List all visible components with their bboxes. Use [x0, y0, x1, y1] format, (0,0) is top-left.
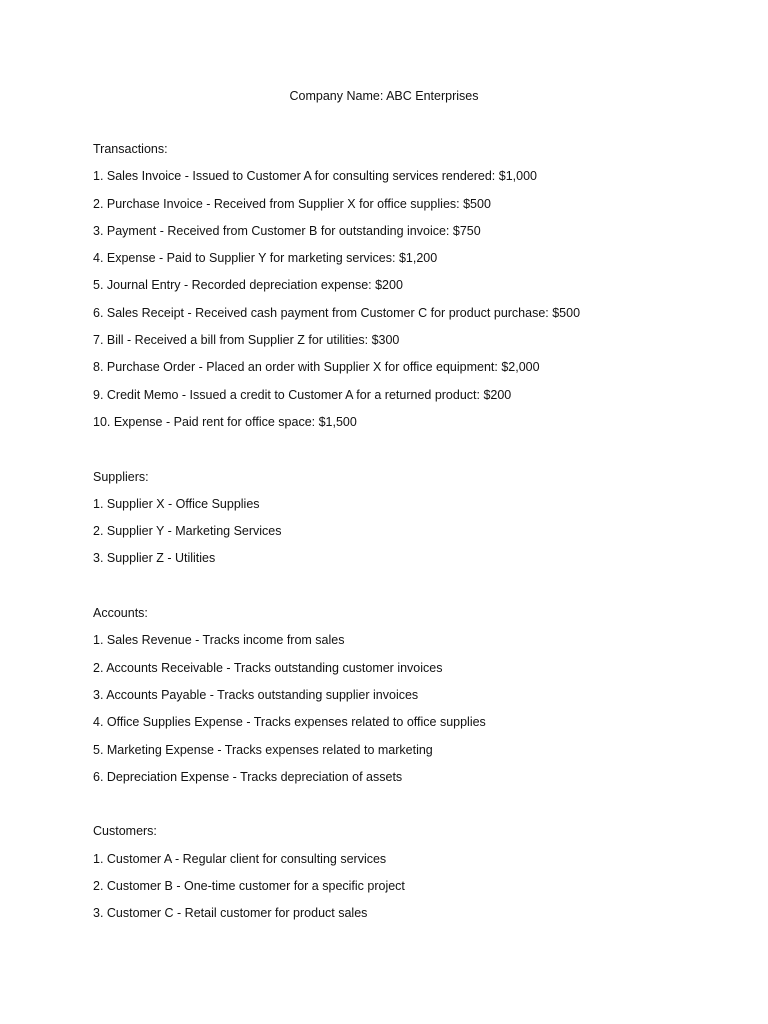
- transactions-list: [93, 167, 733, 440]
- transaction-item: 6. Sales Receipt - Received cash payment from Customer C for product purchase: $500: [93, 305, 581, 320]
- suppliers-list: [93, 495, 733, 577]
- transactions-section: [93, 140, 733, 440]
- transaction-item: 10. Expense - Paid rent for office space: $1,500: [93, 414, 357, 429]
- transaction-item: 8. Purchase Order - Placed an order with Supplier X for office equipment: $2,000: [93, 360, 540, 375]
- suppliers-heading: Suppliers:: [93, 469, 149, 484]
- account-item: 1. Sales Revenue - Tracks income from sales: [93, 633, 345, 648]
- section-spacer: [93, 577, 733, 604]
- transaction-item: 3. Payment - Received from Customer B for outstanding invoice: $750: [93, 223, 481, 238]
- accounts-list: [93, 631, 733, 795]
- suppliers-section: [93, 468, 733, 577]
- customer-item: 1. Customer A - Regular client for consulting services: [93, 851, 387, 866]
- supplier-item: 2. Supplier Y - Marketing Services: [93, 524, 282, 539]
- accounts-heading: Accounts:: [93, 606, 148, 621]
- customer-item: 2. Customer B - One-time customer for a specific project: [93, 879, 405, 894]
- transaction-item: 7. Bill - Received a bill from Supplier Z for utilities: $300: [93, 333, 400, 348]
- transaction-item: 1. Sales Invoice - Issued to Customer A for consulting services rendered: $1,000: [93, 169, 537, 184]
- supplier-item: 3. Supplier Z - Utilities: [93, 551, 216, 566]
- supplier-item: 1. Supplier X - Office Supplies: [93, 496, 260, 511]
- account-item: 5. Marketing Expense - Tracks expenses related to marketing: [93, 742, 433, 757]
- transaction-item: 4. Expense - Paid to Supplier Y for marketing services: $1,200: [93, 251, 438, 266]
- transactions-heading: Transactions:: [93, 142, 168, 156]
- account-item: 3. Accounts Payable - Tracks outstanding supplier invoices: [93, 687, 419, 702]
- document-body: [93, 140, 733, 932]
- customers-section: [93, 822, 733, 931]
- section-spacer: [93, 440, 733, 467]
- account-item: 6. Depreciation Expense - Tracks depreciation of assets: [93, 769, 403, 784]
- customer-item: 3. Customer C - Retail customer for product sales: [93, 906, 368, 921]
- account-item: 4. Office Supplies Expense - Tracks expenses related to office supplies: [93, 715, 486, 730]
- transaction-item: 5. Journal Entry - Recorded depreciation expense: $200: [93, 278, 403, 293]
- transaction-item: 9. Credit Memo - Issued a credit to Customer A for a returned product: $200: [93, 387, 512, 402]
- section-spacer: [93, 795, 733, 822]
- customers-heading: Customers:: [93, 824, 157, 839]
- customers-list: [93, 850, 733, 932]
- accounts-section: [93, 604, 733, 795]
- company-title: Company Name: ABC Enterprises: [289, 89, 479, 103]
- transaction-item: 2. Purchase Invoice - Received from Supplier X for office supplies: $500: [93, 196, 491, 211]
- account-item: 2. Accounts Receivable - Tracks outstanding customer invoices: [93, 660, 443, 675]
